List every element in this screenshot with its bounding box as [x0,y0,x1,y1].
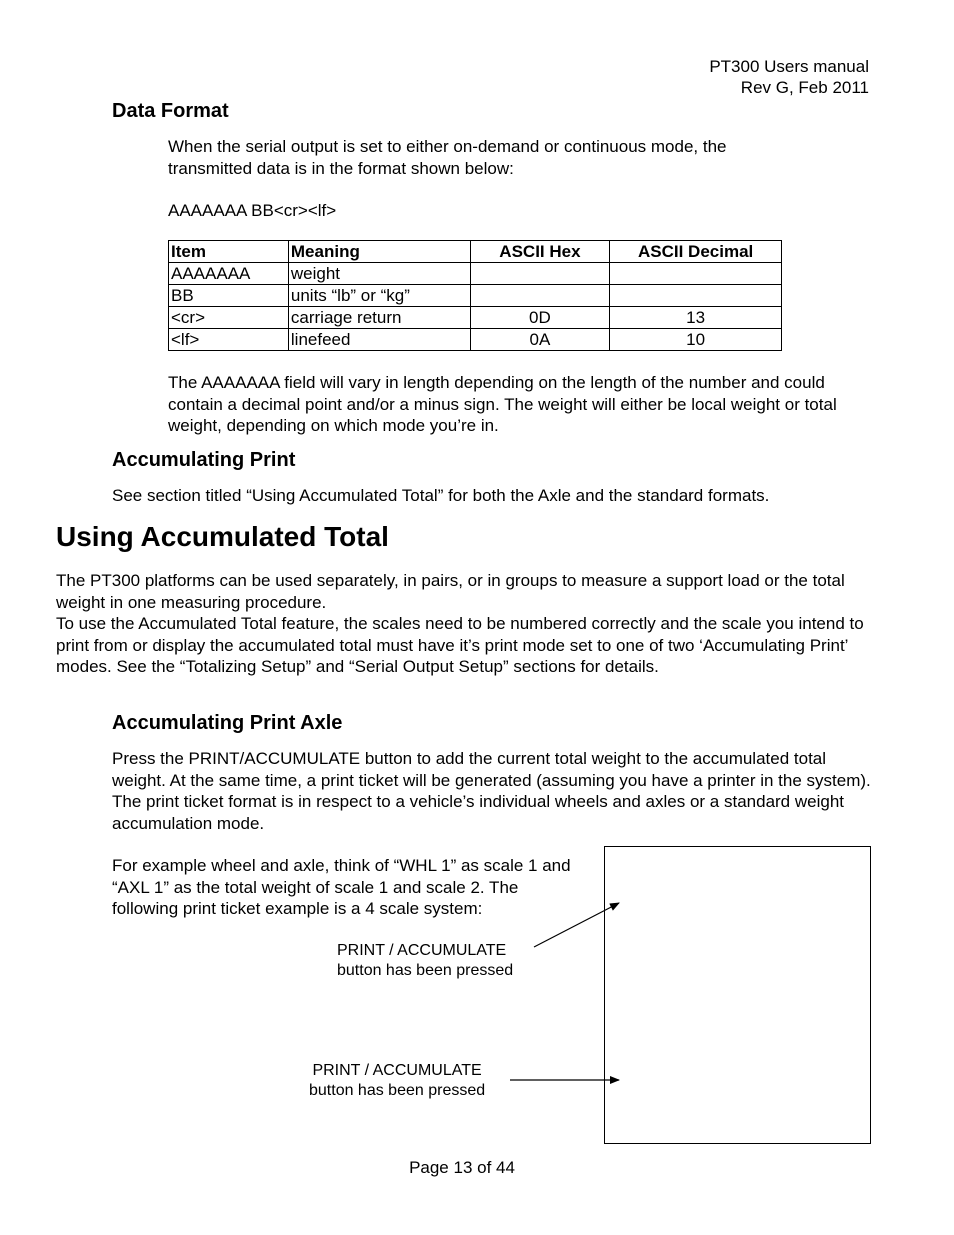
table-cell: BB [169,285,289,307]
axle-paragraph-2: For example wheel and axle, think of “WHL 1” as scale 1 and “AXL 1” as the total weight of scale 1 and scale 2. The following print ticket example is a 4 scale system: [112,856,571,918]
table-cell: weight [288,263,470,285]
table-cell: 0A [470,329,610,351]
using-total-paragraph-1: The PT300 platforms can be used separately, in pairs, or in groups to measure a support load or the total weight in one measuring procedure. [56,571,845,612]
table-header-cell: ASCII Decimal [610,241,782,263]
table-cell: 13 [610,307,782,329]
accumulating-print-heading: Accumulating Print [112,449,296,471]
axle-heading: Accumulating Print Axle [112,712,343,734]
using-total-paragraph-2: To use the Accumulated Total feature, the scales need to be numbered correctly and the scale you intend to print from or display the accumulated total must have it’s print mode set to one of two ‘Accumulating Print’ modes. See the “Totalizing Setup” and “Serial Output Setup” sections for details. [56,614,864,676]
data-format-heading: Data Format [112,100,229,122]
table-cell: 10 [610,329,782,351]
callout-note-1-line-1: PRINT / ACCUMULATE [337,942,507,959]
section-title: Using Accumulated Total [56,521,389,552]
page-number: Page 13 of 44 [409,1158,515,1177]
data-format-string: AAAAAAA BB<cr><lf> [168,201,337,220]
callout-note-2-line-2: button has been pressed [309,1082,486,1099]
callout-note-1-line-2: button has been pressed [337,962,514,979]
axle-paragraph-1: Press the PRINT/ACCUMULATE button to add the current total weight to the accumulated total weight. At the same time, a print ticket will be generated (assuming you have a printer in the system). The print ticket format is in respect to a vehicle’s individual wheels and axles or a standard weight accumulation mode. [112,749,871,833]
accumulating-print-text: See section titled “Using Accumulated Total” for both the Axle and the standard formats. [112,486,770,505]
data-format-note: The AAAAAAA field will vary in length depending on the length of the number and could contain a decimal point and/or a minus sign. The weight will either be local weight or total weight, depending on which mode you’re in. [168,373,837,435]
table-cell: 0D [470,307,610,329]
table-cell: carriage return [288,307,470,329]
table-header-cell: Meaning [288,241,470,263]
callout-note-2-line-1: PRINT / ACCUMULATE [312,1062,482,1079]
table-cell: <cr> [169,307,289,329]
callout-arrow-1 [534,903,619,947]
header-title: PT300 Users manual [709,57,869,76]
table-cell: <lf> [169,329,289,351]
table-cell: linefeed [288,329,470,351]
table-cell: AAAAAAA [169,263,289,285]
table-header-cell: Item [169,241,289,263]
data-format-intro: When the serial output is set to either on-demand or continuous mode, the transmitted data is in the format shown below: [168,137,727,178]
table-cell: units “lb” or “kg” [288,285,470,307]
table-header-cell: ASCII Hex [470,241,610,263]
header-revision: Rev G, Feb 2011 [740,78,869,97]
